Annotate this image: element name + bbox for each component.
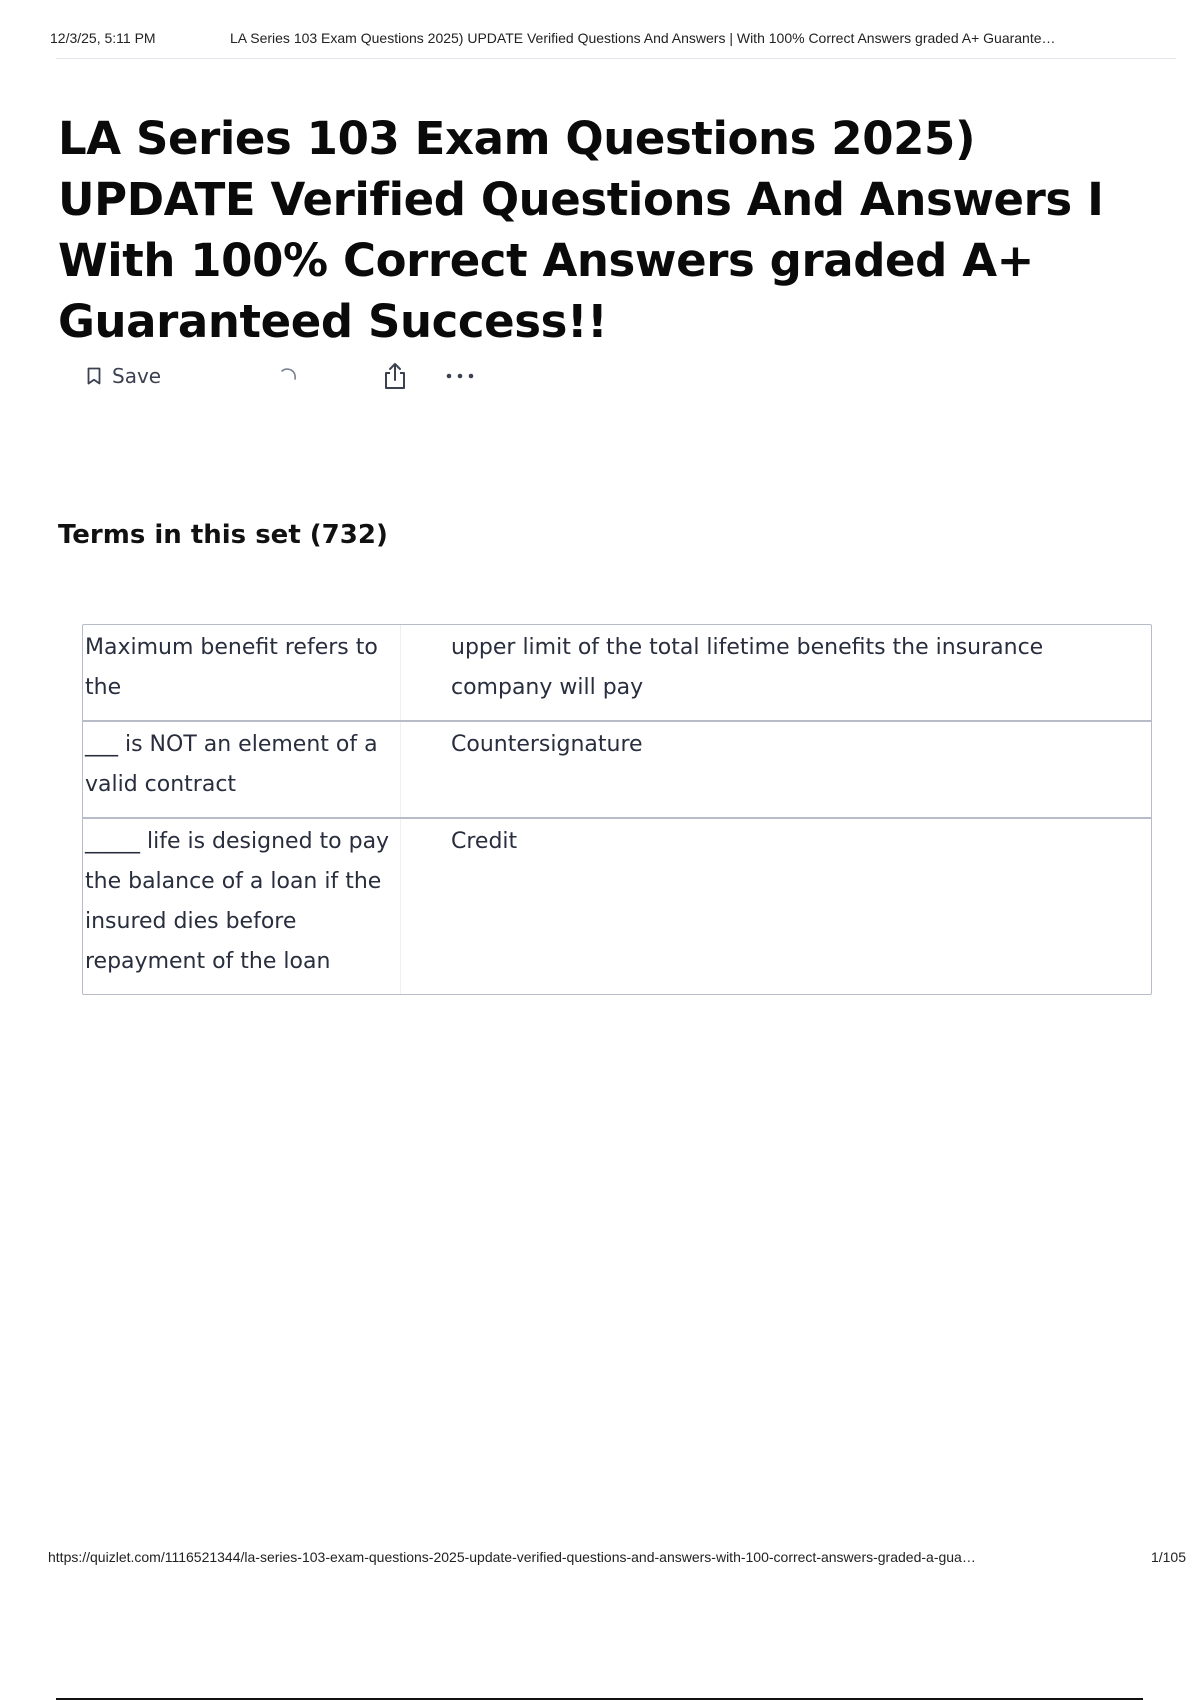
print-header <box>50 30 1180 46</box>
term-cell: _____ life is designed to pay the balance of a loan if the insured dies before repayment of the loan <box>83 819 401 994</box>
definition-cell: upper limit of the total lifetime benefits the insurance company will pay <box>451 635 1044 700</box>
table-row <box>83 625 1151 720</box>
definition-cell: Credit <box>451 829 518 854</box>
share-icon[interactable] <box>381 361 409 391</box>
bottom-divider <box>56 1698 1143 1700</box>
save-button[interactable] <box>86 364 276 388</box>
page-number: 1/105 <box>1150 1549 1186 1565</box>
save-label: Save <box>112 364 162 388</box>
print-footer <box>48 1549 1186 1565</box>
set-toolbar <box>86 360 475 392</box>
loading-spinner-icon <box>276 364 366 388</box>
term-cell: ___ is NOT an element of a valid contract <box>83 722 401 817</box>
print-timestamp: 12/3/25, 5:11 PM <box>50 30 156 46</box>
print-footer-url: https://quizlet.com/1116521344/la-series-103-exam-questions-2025-update-verified-questions-and-answers-with-100-correct-answers-graded-a-gua… <box>48 1549 976 1565</box>
definition-cell: Countersignature <box>451 732 643 757</box>
header-divider <box>56 58 1176 59</box>
terms-table <box>82 624 1152 995</box>
more-icon[interactable] <box>445 371 475 381</box>
bookmark-icon <box>86 366 102 386</box>
page-title: LA Series 103 Exam Questions 2025) UPDATE Verified Questions And Answers I With 100% Correct Answers graded A+ Guaranteed Success!! <box>58 112 1104 348</box>
table-row <box>83 720 1151 817</box>
print-document-title: LA Series 103 Exam Questions 2025) UPDATE Verified Questions And Answers | With 100% Correct Answers graded A+ Guarante… <box>230 30 1056 46</box>
term-cell: Maximum benefit refers to the <box>83 625 401 720</box>
table-row <box>83 817 1151 994</box>
terms-count-heading: Terms in this set (732) <box>58 520 388 550</box>
